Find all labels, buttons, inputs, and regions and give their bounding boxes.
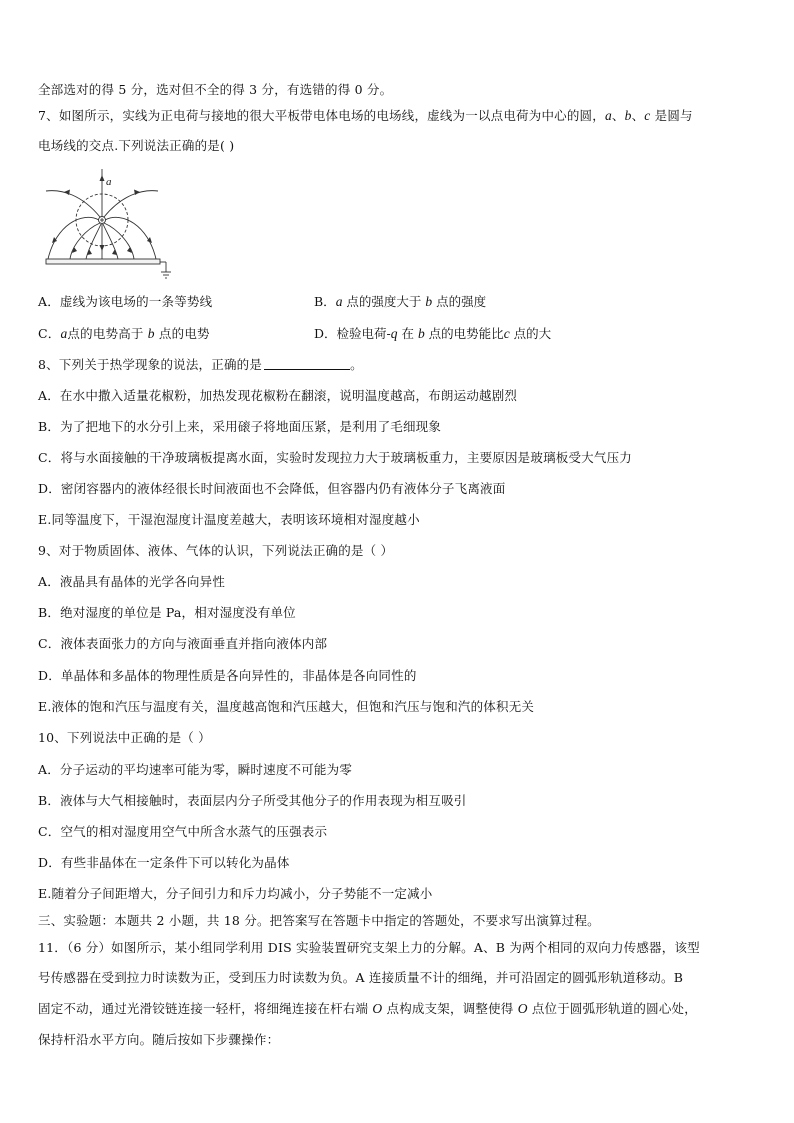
q7-var-a: a [335, 294, 343, 309]
answer-blank [264, 357, 350, 370]
q7-var-b: b [425, 294, 433, 309]
q7-stem-line2: 电场线的交点.下列说法正确的是( ) [38, 138, 235, 153]
q7-option-d-label: D．检验电荷- [314, 326, 391, 341]
q10-option-c: C．空气的相对湿度用空气中所含水蒸气的压强表示 [38, 824, 328, 839]
q8-stem [38, 355, 363, 373]
q11-line3-text: 固定不动，通过光滑铰链连接一轻杆，将细绳连接在杆右端 [38, 1001, 373, 1016]
section-heading: 三、实验题：本题共 2 小题，共 18 分。把答案写在答题卡中指定的答题处，不要求写出演算过程。 [38, 913, 600, 928]
q7-var-a: a [604, 108, 612, 123]
q10-option-a: A．分子运动的平均速率可能为零，瞬时速度不可能为零 [38, 762, 353, 777]
q8-stem-text: 8、下列关于热学现象的说法，正确的是 [38, 357, 263, 372]
q7-sep: 、 [631, 108, 645, 123]
q11-line2: 号传感器在受到拉力时读数为正，受到压力时读数为负。A 连接质量不计的细绳，并可沿固定的圆弧形轨道移动。B [38, 970, 684, 985]
q7-sep: 、 [611, 108, 625, 123]
q7-var-b: b [147, 326, 155, 341]
q7-option-c-label: C． [38, 326, 61, 341]
q7-option-d-text: 点的大 [509, 326, 552, 341]
figure-point-label: a [106, 176, 112, 188]
q11-line4: 保持杆沿水平方向。随后按如下步骤操作： [38, 1032, 280, 1047]
q7-option-b-label: B． [314, 294, 336, 309]
q7-option-b-text: 点的强度大于 [342, 294, 426, 309]
q10-option-e: E.随着分子间距增大，分子间引力和斥力均减小，分子势能不一定减小 [38, 886, 433, 901]
q8-stem-end: 。 [350, 357, 363, 372]
q7-var-a: a [60, 326, 68, 341]
electric-field-figure [42, 165, 176, 280]
q9-option-e: E.液体的饱和汽压与温度有关，温度越高饱和汽压越大，但饱和汽压与饱和汽的体积无关 [38, 699, 535, 714]
q7-var-b: b [624, 108, 632, 123]
q8-option-d: D．密闭容器内的液体经很长时间液面也不会降低，但容器内仍有液体分子飞离液面 [38, 481, 506, 496]
q7-var-q: q [390, 326, 398, 341]
q7-var-c: c [644, 108, 651, 123]
q10-option-d: D．有些非晶体在一定条件下可以转化为晶体 [38, 855, 290, 870]
q9-stem: 9、对于物质固体、液体、气体的认识，下列说法正确的是（ ） [38, 543, 394, 558]
q10-stem: 10、下列说法中正确的是（ ） [38, 730, 211, 745]
intro-line: 全部选对的得 5 分，选对但不全的得 3 分，有选错的得 0 分。 [38, 82, 393, 97]
q11-line3-text: 点构成支架，调整使得 [382, 1001, 518, 1016]
q8-option-b: B．为了把地下的水分引上来，采用磙子将地面压紧，是利用了毛细现象 [38, 419, 442, 434]
q9-option-d: D．单晶体和多晶体的物理性质是各向异性的，非晶体是各向同性的 [38, 668, 417, 683]
q8-option-c: C．将与水面接触的干净玻璃板提离水面，实验时发现拉力大于玻璃板重力，主要原因是玻璃板受大气压力 [38, 450, 632, 465]
q7-option-b [314, 292, 486, 310]
q7-var-c: c [503, 326, 510, 341]
q7-option-b-text: 点的强度 [432, 294, 487, 309]
q7-option-d-text: 点的电势能比 [424, 326, 504, 341]
q11-line3-text: 点位于圆弧形轨道的圆心处， [527, 1001, 697, 1016]
q7-option-c [38, 324, 210, 342]
q9-option-b: B．绝对湿度的单位是 Pa，相对湿度没有单位 [38, 605, 296, 620]
q7-option-d [314, 324, 551, 342]
q7-stem-text: 7、如图所示，实线为正电荷与接地的很大平板带电体电场的电场线，虚线为一以点电荷为中心的圆， [38, 108, 605, 123]
q7-stem-line1 [38, 106, 693, 124]
q7-stem-end: 是圆与 [650, 108, 693, 123]
q11-line3 [38, 999, 697, 1017]
q7-option-a: A．虚线为该电场的一条等势线 [38, 294, 213, 309]
q9-option-a: A．液晶具有晶体的光学各向异性 [38, 574, 226, 589]
q9-option-c: C．液体表面张力的方向与液面垂直并指向液体内部 [38, 636, 328, 651]
q8-option-e: E.同等温度下，干湿泡湿度计温度差越大，表明该环境相对湿度越小 [38, 512, 420, 527]
q11-var-o: O [517, 1001, 528, 1016]
q8-option-a: A．在水中撒入适量花椒粉，加热发现花椒粉在翻滚，说明温度越高，布朗运动越剧烈 [38, 388, 518, 403]
q7-option-c-text: 点的电势高于 [67, 326, 148, 341]
q7-option-d-text: 在 [397, 326, 418, 341]
q11-var-o: O [372, 1001, 383, 1016]
q11-line1: 11．（6 分）如图所示，某小组同学利用 DIS 实验装置研究支架上力的分解。A、B 为两个相同的双向力传感器，该型 [38, 940, 700, 955]
q7-option-c-text: 点的电势 [154, 326, 210, 341]
q10-option-b: B．液体与大气相接触时，表面层内分子所受其他分子的作用表现为相互吸引 [38, 793, 467, 808]
q7-var-b: b [417, 326, 425, 341]
